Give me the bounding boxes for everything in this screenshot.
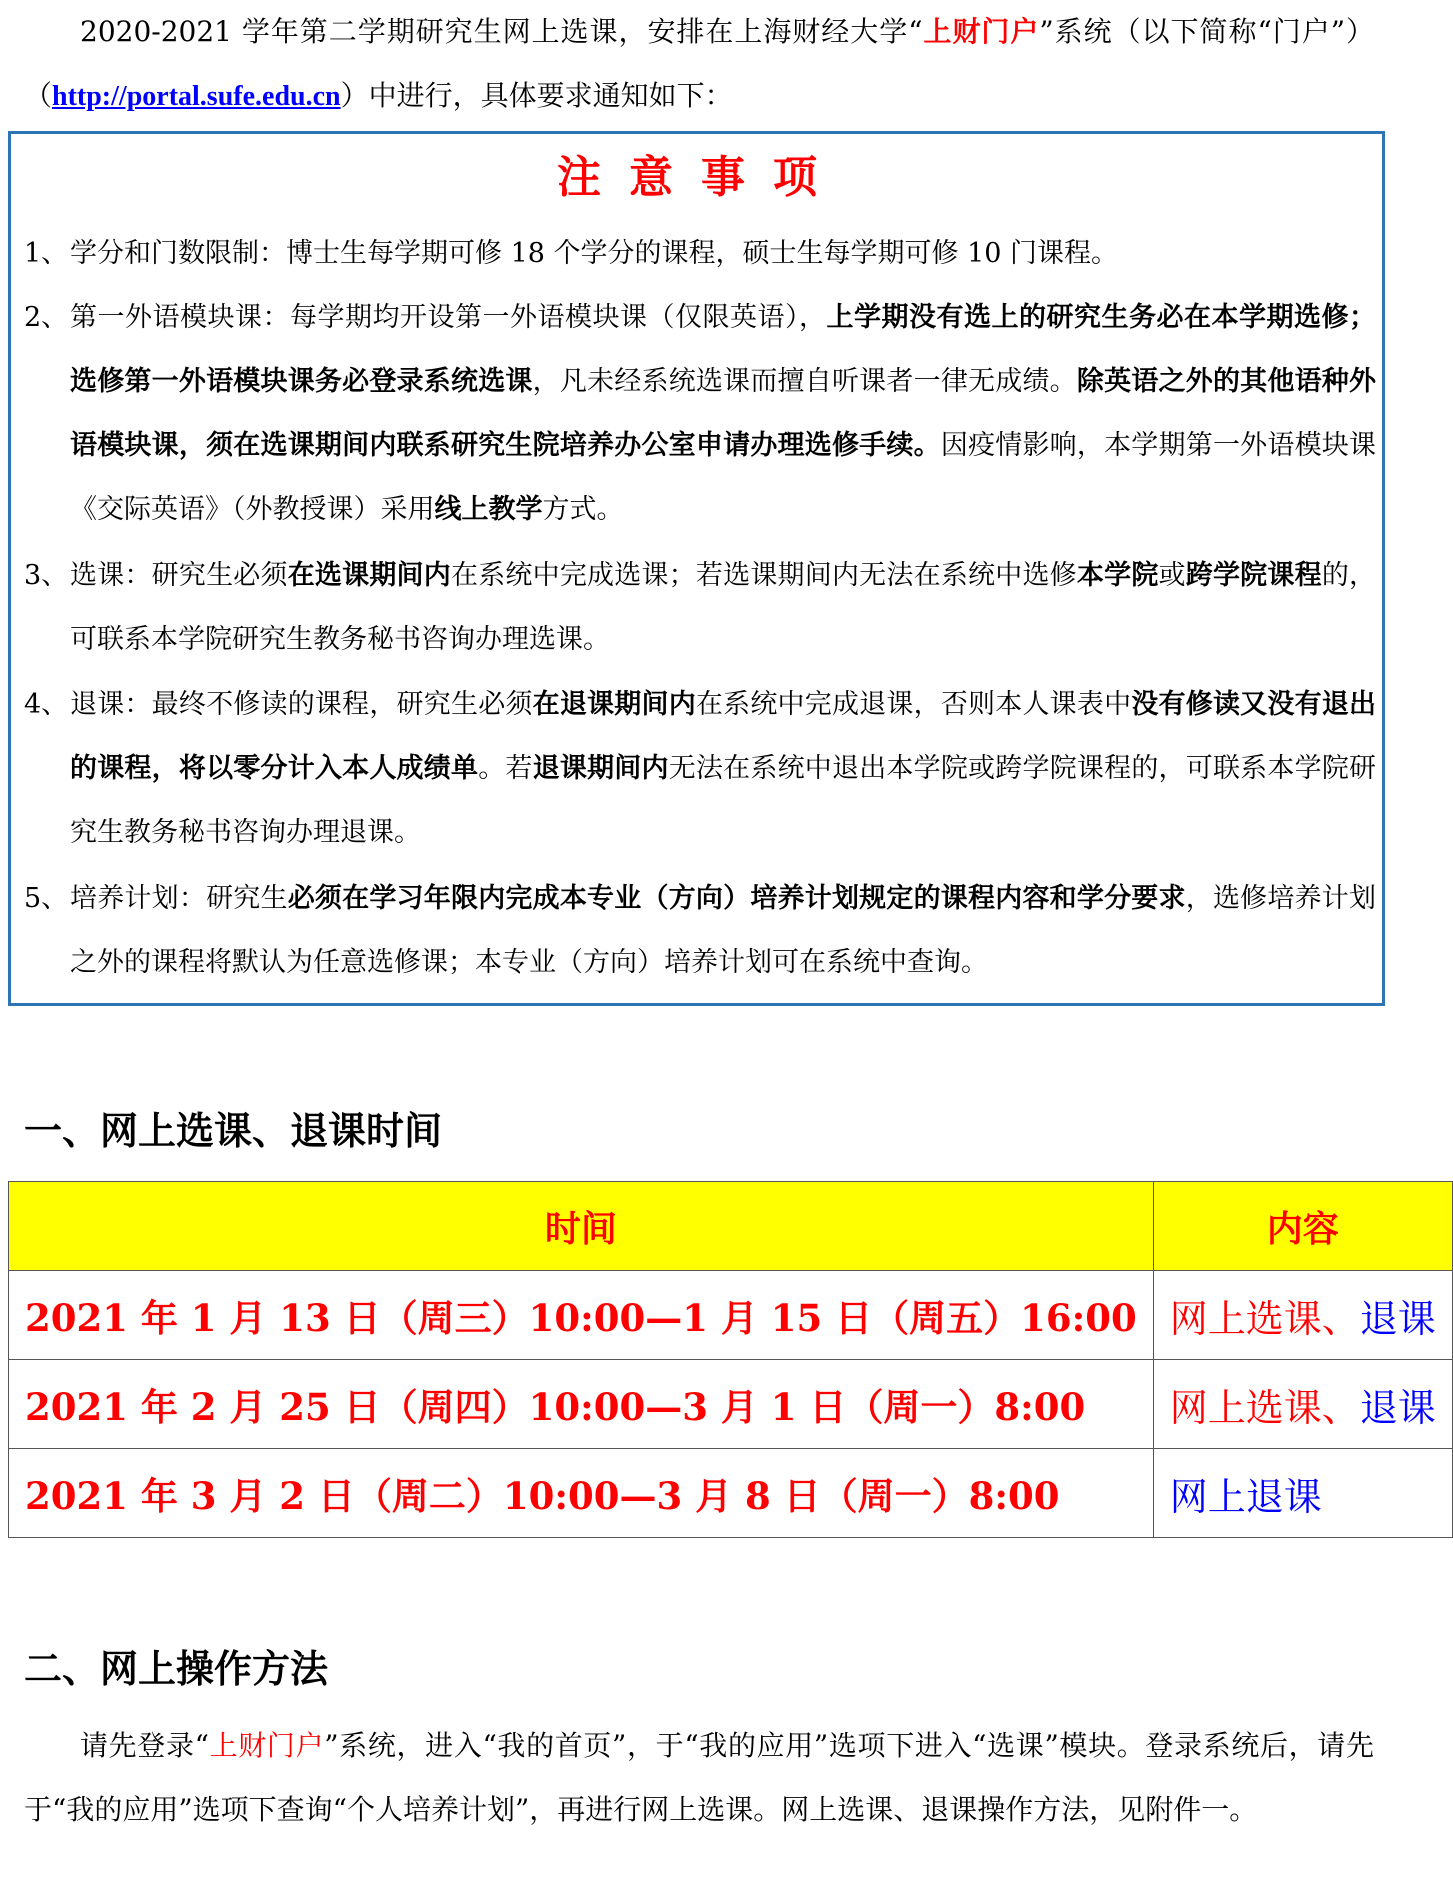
- item-number: 5、: [24, 883, 69, 914]
- notice-text: 在系统中完成退课，否则本人课表中: [695, 689, 1132, 720]
- notice-text: 因疫情影响，本学期第一外语模块课《交际英语》（外教授课）采用: [70, 430, 1377, 525]
- notice-title: 注意事项: [557, 152, 845, 203]
- portal-name: 上财门户: [208, 1729, 325, 1762]
- time-cell: 2021 年 1 月 13 日（周三）10:00—1 月 15 日（周五）16:00: [9, 1271, 1154, 1360]
- content-blue: 网上退课: [1169, 1474, 1322, 1519]
- item-body: [70, 673, 1376, 865]
- notice-text: 在系统中完成选课；若选课期间内无法在系统中选修: [450, 560, 1077, 591]
- content-cell: [1153, 1271, 1452, 1360]
- notice-text: 无法在系统中退出本学院或跨学院课程的，可联系本学院研究生教务秘书咨询办理退课。: [70, 753, 1377, 848]
- item-body: [70, 286, 1376, 542]
- portal-name: 上财门户: [922, 15, 1040, 48]
- content-blue: 退课: [1359, 1296, 1436, 1341]
- notice-text: 学分和门数限制：博士生每学期可修 18 个学分的课程，硕士生每学期可修 10 门课程。: [70, 238, 1119, 269]
- intro-text-2: ”系统（以下简称“门户”）（: [24, 15, 1374, 112]
- emphasis-text: 必须在学习年限内完成本专业（方向）培养计划规定的课程内容和学分要求: [287, 883, 1186, 914]
- notice-text: ，凡未经系统选课而擅自听课者一律无成绩。: [532, 366, 1077, 397]
- item-number: 1、: [24, 238, 69, 269]
- item-number: 2、: [24, 302, 69, 333]
- item-number: 4、: [24, 689, 69, 720]
- notice-text: 选课：研究生必须: [70, 560, 288, 591]
- content-red: 网上选课、: [1169, 1296, 1360, 1341]
- time-cell: 2021 年 2 月 25 日（周四）10:00—3 月 1 日（周一）8:00: [9, 1360, 1154, 1449]
- table-header-row: [9, 1182, 1453, 1271]
- notice-text: 培养计划：研究生: [70, 883, 288, 914]
- item-number: 3、: [24, 560, 69, 591]
- notice-item-3: [24, 544, 1376, 672]
- content-red: 网上选课、: [1169, 1385, 1360, 1430]
- emphasis-text: 除英语之外的其他语种外语模块课，须在选课期间内联系研究生院培养办公室申请办理选修手续。: [70, 366, 1377, 461]
- content-cell: [1153, 1449, 1452, 1538]
- notice-item-5: [24, 867, 1376, 995]
- item-body: [70, 222, 1376, 286]
- item-body: [70, 867, 1376, 995]
- notice-item-2: [24, 286, 1376, 542]
- operation-paragraph: [24, 1714, 1374, 1842]
- notice-text: 退课：最终不修读的课程，研究生必须: [70, 689, 533, 720]
- emphasis-text: 在退课期间内: [532, 689, 696, 720]
- intro-text-1: 2020-2021 学年第二学期研究生网上选课，安排在上海财经大学“: [80, 15, 923, 48]
- intro-paragraph: [24, 0, 1374, 129]
- operation-text-2: ”系统，进入“我的首页”，于“我的应用”选项下进入“选课”模块。登录系统后，请先于“我的应用”选项下查询“个人培养计划”，再进行网上选课。网上选课、退课操作方法，见附件一。: [24, 1729, 1374, 1826]
- intro-text-3: ）中进行，具体要求通知如下：: [340, 79, 733, 112]
- section-heading-schedule: 一、网上选课、退课时间: [24, 1109, 443, 1153]
- notice-text: 方式。: [542, 494, 624, 525]
- notice-text: 或: [1158, 560, 1186, 591]
- content-cell: [1153, 1360, 1452, 1449]
- time-cell: 2021 年 3 月 2 日（周二）10:00—3 月 8 日（周一）8:00: [9, 1449, 1154, 1538]
- emphasis-text: 在选课期间内: [287, 560, 451, 591]
- table-row: [9, 1449, 1453, 1538]
- notice-item-4: [24, 673, 1376, 865]
- emphasis-text: 跨学院课程: [1185, 560, 1322, 591]
- schedule-table: [8, 1181, 1453, 1538]
- section-heading-operation: 二、网上操作方法: [24, 1647, 329, 1691]
- notice-text: 。若: [478, 753, 533, 784]
- portal-link[interactable]: http://portal.sufe.edu.cn: [52, 81, 341, 112]
- notice-item-1: [24, 222, 1376, 286]
- notice-text: 第一外语模块课：每学期均开设第一外语模块课（仅限英语），: [70, 302, 827, 333]
- notice-text: ，选修培养计划之外的课程将默认为任意选修课；本专业（方向）培养计划可在系统中查询。: [70, 883, 1377, 978]
- emphasis-text: 退课期间内: [532, 753, 669, 784]
- content-blue: 退课: [1359, 1385, 1436, 1430]
- column-header-content: 内容: [1153, 1182, 1452, 1271]
- emphasis-text: 没有修读又没有退出的课程，将以零分计入本人成绩单: [70, 689, 1377, 784]
- column-header-time: 时间: [9, 1182, 1154, 1271]
- table-row: [9, 1360, 1453, 1449]
- emphasis-text: 本学院: [1076, 560, 1159, 591]
- table-row: [9, 1271, 1453, 1360]
- notice-text: 的，可联系本学院研究生教务秘书咨询办理选课。: [70, 560, 1377, 655]
- emphasis-text: 上学期没有选上的研究生务必在本学期选修；选修第一外语模块课务必登录系统选课: [70, 302, 1376, 397]
- item-body: [70, 544, 1376, 672]
- operation-text-1: 请先登录“: [80, 1729, 209, 1762]
- emphasis-text: 线上教学: [434, 494, 543, 525]
